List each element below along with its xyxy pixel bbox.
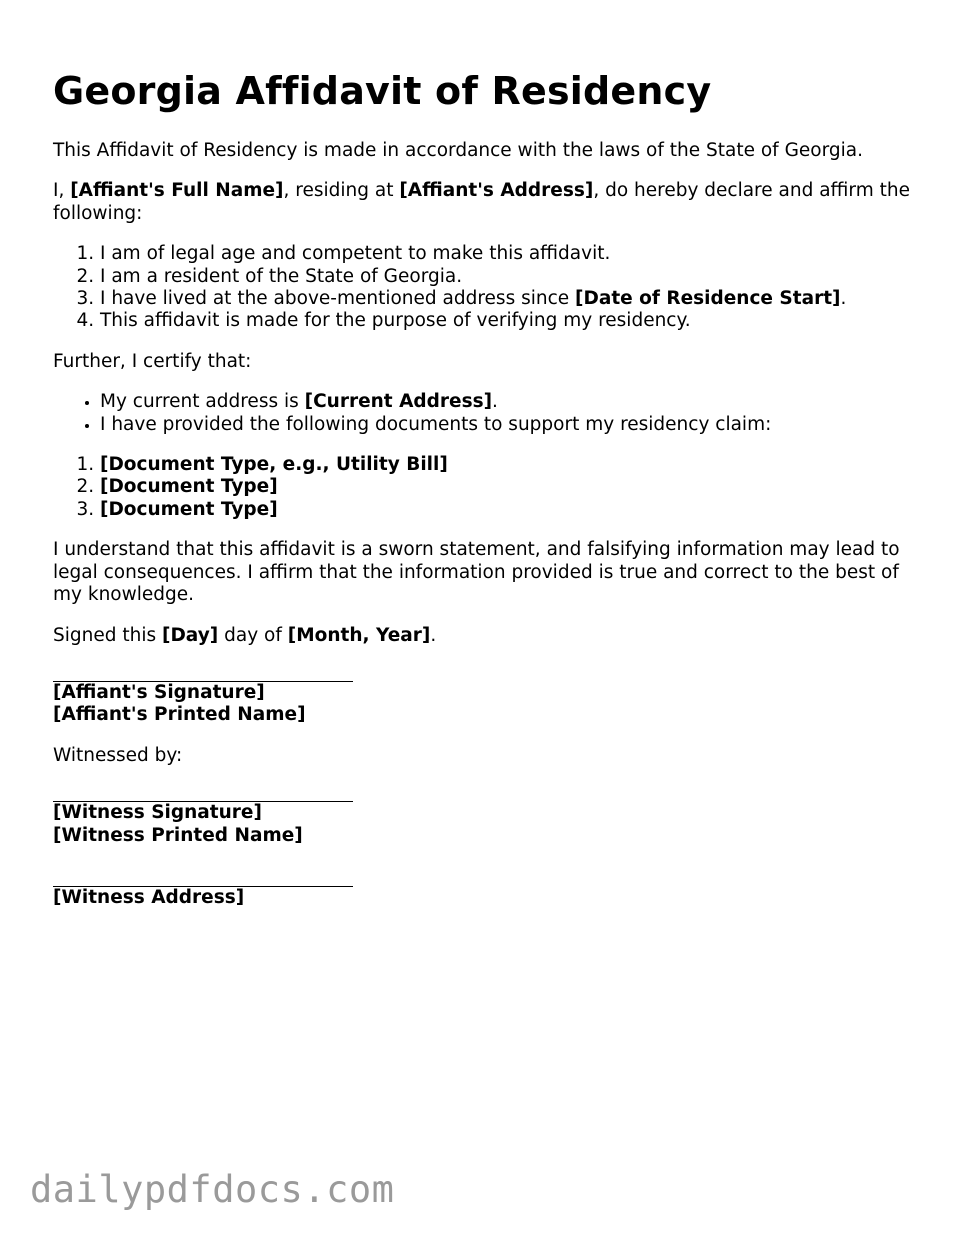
documents-list [53,454,913,521]
certify-address-suffix: . [492,391,498,413]
document-item [100,454,913,476]
month-year-placeholder: [Month, Year] [287,624,431,646]
signed-paragraph [53,625,913,647]
document-type-placeholder: [Document Type] [100,476,278,498]
document-type-placeholder: [Document Type] [100,498,278,520]
witness-address-label: [Witness Address] [53,886,245,908]
affiant-signature-label: [Affiant's Signature] [53,681,265,703]
witness-signature-block [53,787,913,847]
certify-item [100,391,913,413]
statement-item: 4. This affidavit is made for the purpose of verifying my residency. [100,310,913,332]
declaration-middle: , residing at [283,180,400,202]
document-item [100,499,913,521]
statement-item: 1. I am of legal age and competent to make this affidavit. [100,243,913,265]
residence-start-placeholder: [Date of Residence Start] [575,288,841,310]
affiant-name-placeholder: [Affiant's Full Name] [70,180,284,202]
affiant-signature-line[interactable] [53,667,353,682]
witness-address-block [53,872,913,909]
statement-item: 2. I am a resident of the State of Georgia. [100,266,913,288]
witness-address-line[interactable] [53,872,353,887]
document-item [100,476,913,498]
affiant-printed-name-label: [Affiant's Printed Name] [53,704,306,726]
understanding-paragraph: I understand that this affidavit is a sworn statement, and falsifying information may lead to legal consequences. I affirm that the information provided is true and correct to the best of my knowledge. [53,539,900,606]
witnessed-by-label: Witnessed by: [53,744,183,766]
document-type-placeholder: [Document Type, e.g., Utility Bill] [100,454,448,476]
certify-address-prefix: My current address is [100,391,305,413]
statements-list [53,243,913,333]
declaration-prefix: I, [53,180,71,202]
witness-printed-name-label: [Witness Printed Name] [53,824,303,846]
signed-suffix: . [430,624,437,646]
further-paragraph: Further, I certify that: [53,350,252,372]
statement-item-suffix: . [840,288,847,310]
certify-item: • I have provided the following documents to support my residency claim: [100,414,913,436]
document-title: Georgia Affidavit of Residency [53,69,712,113]
document-page [53,0,913,909]
intro-paragraph: This Affidavit of Residency is made in accordance with the laws of the State of Georgia. [53,140,863,161]
signed-middle: day of [218,624,288,646]
declaration-suffix: , do hereby declare and affirm the following: [53,180,910,224]
day-placeholder: [Day] [162,624,219,646]
declaration-paragraph [53,180,913,225]
statement-item-prefix: I have lived at the above-mentioned address since [100,288,576,310]
witness-signature-line[interactable] [53,787,353,802]
watermark-text: dailypdfdocs.com [30,1168,395,1211]
affiant-address-placeholder: [Affiant's Address] [399,180,594,202]
statement-item [100,288,913,310]
witness-signature-label: [Witness Signature] [53,802,262,824]
signed-prefix: Signed this [53,624,162,646]
current-address-placeholder: [Current Address] [304,391,493,413]
affiant-signature-block [53,667,913,727]
certify-list [53,391,913,436]
